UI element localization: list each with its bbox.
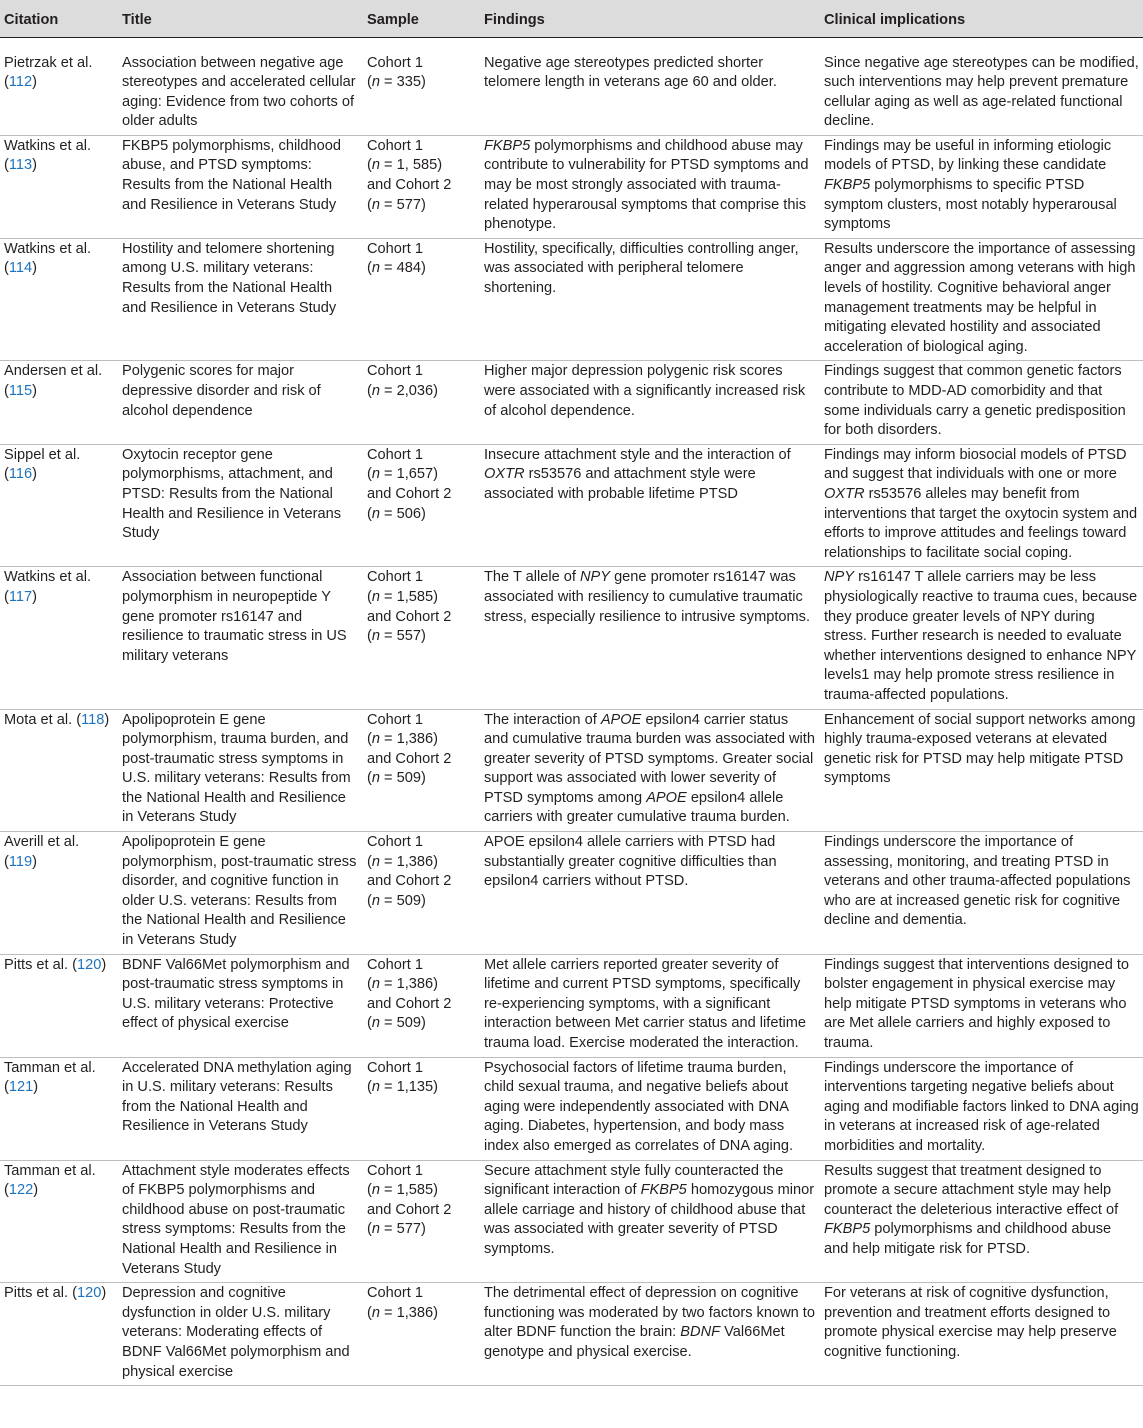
header-row — [0, 0, 1143, 37]
text-segment: Insecure attachment style and the interaction of — [484, 446, 791, 463]
citation-authors: Watkins et al. — [4, 569, 92, 586]
text-segment: Findings may inform biosocial models of PTSD and suggest that individuals with one or more — [824, 446, 1127, 483]
table-row — [0, 567, 1143, 709]
header-sample: Sample — [363, 0, 480, 37]
citation-authors: Pitts et al. — [4, 1285, 69, 1302]
text-segment: The T allele of — [484, 569, 580, 586]
text-segment: Findings underscore the importance of interventions targeting negative beliefs about aging and modifiable factors linked to DNA aging in veterans at increased risk of age-related morbidities and mortality. — [824, 1059, 1139, 1154]
cell-citation: Sippel et al. (116) — [0, 444, 118, 567]
sample-line: Cohort 1 — [367, 569, 423, 586]
citation-authors: Pietrzak et al. — [4, 54, 93, 71]
text-segment: Since negative age stereotypes can be modified, such interventions may help prevent premature cellular aging as well as age-related functional decline. — [824, 54, 1139, 130]
table-row — [0, 1283, 1143, 1386]
text-segment: epsilon4 allele carriers with greater cumulative trauma burden. — [484, 789, 790, 826]
reference-link[interactable]: 122 — [8, 1182, 34, 1199]
gene-name: FKBP5 — [484, 137, 531, 154]
table-row — [0, 709, 1143, 832]
sample-line: Cohort 1 — [367, 1059, 423, 1076]
sample-line: (n = 335) — [367, 74, 426, 91]
cell-findings — [480, 832, 820, 955]
cell-clinical-implications — [820, 832, 1143, 955]
cell-sample — [363, 709, 480, 832]
reference-link[interactable]: 115 — [8, 383, 33, 399]
table-body — [0, 37, 1143, 1386]
sample-line: (n = 1,386) — [367, 853, 439, 870]
sample-line: Cohort 1 — [367, 446, 423, 463]
sample-line: and Cohort 2 — [367, 995, 452, 1012]
cell-citation: Watkins et al. (113) — [0, 135, 118, 238]
gene-name: APOE — [646, 789, 687, 806]
cell-findings — [480, 567, 820, 709]
cell-sample — [363, 954, 480, 1057]
cell-clinical-implications — [820, 444, 1143, 567]
text-segment: Higher major depression polygenic risk scores were associated with a significantly increased risk of alcohol dependence. — [484, 363, 806, 419]
text-segment: Val66Met genotype and physical exercise. — [484, 1324, 785, 1360]
text-segment: Met allele carriers reported greater severity of lifetime and current PTSD symptoms, specifically re-experiencing symptoms, with a significant interaction between Met carrier status and lifetime trauma load. Exercise moderated the interaction. — [484, 956, 807, 1051]
sample-line: Cohort 1 — [367, 1285, 423, 1302]
gene-name: NPY — [824, 569, 855, 586]
text-segment: rs53576 alleles may benefit from interventions that target the oxytocin system and efforts to improve attitudes and feelings toward relationships to facilitate social coping. — [824, 485, 1138, 561]
text-segment: rs53576 and attachment style were associated with probable lifetime PTSD — [484, 466, 756, 502]
cell-title: Depression and cognitive dysfunction in older U.S. military veterans: Moderating effects of BDNF Val66Met polymorphism and physical exercise — [118, 1283, 363, 1386]
sample-line: and Cohort 2 — [367, 177, 452, 194]
text-segment: APOE epsilon4 allele carriers with PTSD had substantially greater cognitive difficulties than epsilon4 carriers without PTSD. — [484, 834, 777, 890]
cell-clinical-implications — [820, 135, 1143, 238]
cell-findings — [480, 1283, 820, 1386]
cell-findings — [480, 238, 820, 361]
header-title: Title — [118, 0, 363, 37]
sample-line: (n = 1,657) — [367, 466, 439, 483]
cell-citation: Andersen et al. (115) — [0, 361, 118, 444]
text-segment: homozygous minor allele carriage and history of childhood abuse that was associated with greater severity of PTSD symptoms. — [484, 1182, 815, 1257]
cell-title: Association between negative age stereotypes and accelerated cellular aging: Evidence from two cohorts of older adults — [118, 37, 363, 135]
cell-clinical-implications — [820, 567, 1143, 709]
reference-link[interactable]: 117 — [8, 588, 33, 605]
cell-sample — [363, 832, 480, 955]
text-segment: Enhancement of social support networks among highly trauma-exposed veterans at elevated genetic risk for PTSD may help mitigate PTSD symptoms — [824, 711, 1136, 787]
reference-link[interactable]: 121 — [8, 1079, 34, 1096]
sample-line: Cohort 1 — [367, 54, 423, 71]
cell-clinical-implications — [820, 37, 1143, 135]
reference-link[interactable]: 114 — [8, 260, 33, 277]
cell-citation: Pitts et al. (120) — [0, 954, 118, 1057]
sample-line: and Cohort 2 — [367, 485, 452, 502]
text-segment: Psychosocial factors of lifetime trauma burden, child sexual trauma, and negative beliefs about aging were independently associated with DNA aging. Diabetes, hypertension, and body mass index also emerged as correlates of DNA aging. — [484, 1059, 794, 1154]
sample-line: (n = 1,585) — [367, 588, 439, 605]
sample-line: and Cohort 2 — [367, 1201, 452, 1218]
table-row — [0, 135, 1143, 238]
sample-line: (n = 1,386) — [367, 1304, 439, 1321]
cell-findings — [480, 954, 820, 1057]
cell-title: Apolipoprotein E gene polymorphism, post-traumatic stress disorder, and cognitive function in older U.S. veterans: Results from the National Health and Resilience in Veterans Study — [118, 832, 363, 955]
sample-line: (n = 1,585) — [367, 1182, 439, 1199]
sample-line: (n = 577) — [367, 196, 426, 213]
cell-clinical-implications — [820, 954, 1143, 1057]
text-segment: Hostility, specifically, difficulties controlling anger, was associated with peripheral telomere shortening. — [484, 240, 799, 297]
gene-name: FKBP5 — [824, 177, 871, 194]
table-row — [0, 238, 1143, 361]
cell-title: Oxytocin receptor gene polymorphisms, attachment, and PTSD: Results from the National Health and Resilience in Veterans Study — [118, 444, 363, 567]
sample-line: Cohort 1 — [367, 137, 423, 154]
cell-findings — [480, 361, 820, 444]
text-segment: Results suggest that treatment designed to promote a secure attachment style may help counteract the deleterious interactive effect of — [824, 1162, 1119, 1218]
table-row — [0, 832, 1143, 955]
citation-authors: Tamman et al. — [4, 1162, 96, 1179]
cell-clinical-implications — [820, 361, 1143, 444]
cell-sample — [363, 444, 480, 567]
cell-citation: Pietrzak et al. (112) — [0, 37, 118, 135]
cell-findings — [480, 709, 820, 832]
reference-link[interactable]: 120 — [77, 956, 102, 973]
citation-authors: Sippel et al. — [4, 446, 81, 463]
text-segment: polymorphisms and childhood abuse and help mitigate risk for PTSD. — [824, 1221, 1112, 1257]
cell-title: FKBP5 polymorphisms, childhood abuse, and PTSD symptoms: Results from the National Health and Resilience in Veterans Study — [118, 135, 363, 238]
cell-findings — [480, 444, 820, 567]
citation-authors: Averill et al. — [4, 834, 80, 851]
text-segment: Findings underscore the importance of assessing, monitoring, and treating PTSD in veterans and other trauma-affected populations who are at increased genetic risk for cognitive decline and dementia. — [824, 834, 1131, 929]
citation-authors: Tamman et al. — [4, 1059, 96, 1076]
cell-sample — [363, 238, 480, 361]
text-segment: Findings may be useful in informing etiologic models of PTSD, by linking these candidate — [824, 137, 1112, 174]
cell-citation: Mota et al. (118) — [0, 709, 118, 832]
cell-citation: Averill et al. (119) — [0, 832, 118, 955]
cell-findings — [480, 1160, 820, 1283]
gene-name: FKBP5 — [824, 1221, 871, 1238]
table-header — [0, 0, 1143, 37]
text-segment: Results underscore the importance of assessing anger and aggression among veterans with high levels of hostility. Cognitive behavioral anger management treatments may be helpful in mitigating elevated hostility and associated acceleration of biological aging. — [824, 240, 1136, 355]
table-row — [0, 1160, 1143, 1283]
gene-name: BDNF — [680, 1324, 721, 1341]
cell-citation: Watkins et al. (114) — [0, 238, 118, 361]
cell-citation: Tamman et al. (121) — [0, 1057, 118, 1160]
sample-line: (n = 2,036) — [367, 383, 439, 399]
cell-sample — [363, 361, 480, 444]
cell-title: Polygenic scores for major depressive disorder and risk of alcohol dependence — [118, 361, 363, 444]
table-row — [0, 954, 1143, 1057]
gene-name: APOE — [600, 711, 642, 728]
sample-line: and Cohort 2 — [367, 873, 452, 890]
gene-name: NPY — [580, 569, 611, 586]
text-segment: The detrimental effect of depression on cognitive functioning was moderated by two factors known to alter BDNF function the brain: — [484, 1285, 815, 1341]
sample-line: Cohort 1 — [367, 834, 423, 851]
sample-line: (n = 577) — [367, 1221, 426, 1238]
cell-citation: Watkins et al. (117) — [0, 567, 118, 709]
cell-title: Association between functional polymorphism in neuropeptide Y gene promoter rs16147 and resilience to traumatic stress in US military veterans — [118, 567, 363, 709]
cell-citation: Pitts et al. (120) — [0, 1283, 118, 1386]
sample-line: (n = 1,386) — [367, 731, 439, 748]
table-row — [0, 37, 1143, 135]
sample-line: Cohort 1 — [367, 363, 423, 380]
cell-clinical-implications — [820, 709, 1143, 832]
cell-clinical-implications — [820, 1283, 1143, 1386]
sample-line: (n = 1,386) — [367, 976, 439, 993]
cell-sample — [363, 567, 480, 709]
sample-line: (n = 509) — [367, 892, 426, 909]
gene-name: OXTR — [484, 466, 525, 483]
text-segment: Secure attachment style fully counteracted the significant interaction of — [484, 1162, 784, 1199]
citation-authors: Andersen et al. — [4, 363, 103, 380]
cell-title: Apolipoprotein E gene polymorphism, trauma burden, and post-traumatic stress symptoms in U.S. military veterans: Results from the National Health and Resilience in Veterans Study — [118, 709, 363, 832]
citation-authors: Watkins et al. — [4, 240, 92, 257]
header-findings: Findings — [480, 0, 820, 37]
text-segment: The interaction of — [484, 711, 601, 728]
reference-link[interactable]: 118 — [81, 711, 105, 728]
text-segment: Findings suggest that interventions designed to bolster engagement in physical exercise may help mitigate PTSD symptoms in veterans who are Met allele carriers and highly exposed to trauma. — [824, 956, 1130, 1051]
sample-line: (n = 557) — [367, 628, 426, 645]
reference-link[interactable]: 112 — [8, 74, 33, 91]
header-clinical-implications: Clinical implications — [820, 0, 1143, 37]
cell-title: Hostility and telomere shortening among U.S. military veterans: Results from the National Health and Resilience in Veterans Study — [118, 238, 363, 361]
sample-line: and Cohort 2 — [367, 750, 452, 767]
sample-line: and Cohort 2 — [367, 608, 452, 625]
sample-line: Cohort 1 — [367, 240, 423, 257]
text-segment: rs16147 T allele carriers may be less physiologically reactive to trauma cues, because they produce greater levels of NPY during stress. Further research is needed to evaluate whether interventions designed to enhance NPY levels1 may help promote stress resilience in trauma-affected populations. — [824, 569, 1138, 703]
cell-findings — [480, 1057, 820, 1160]
sample-line: Cohort 1 — [367, 956, 423, 973]
citation-authors: Pitts et al. — [4, 956, 69, 973]
table-row — [0, 361, 1143, 444]
cell-clinical-implications — [820, 1057, 1143, 1160]
cell-sample — [363, 1283, 480, 1386]
gene-name: OXTR — [824, 485, 865, 502]
cell-title: Accelerated DNA methylation aging in U.S. military veterans: Results from the National Health and Resilience in Veterans Study — [118, 1057, 363, 1160]
citation-authors: Mota et al. — [4, 711, 73, 728]
table-row — [0, 1057, 1143, 1160]
sample-line: (n = 1, 585) — [367, 157, 443, 174]
cell-findings — [480, 37, 820, 135]
sample-line: (n = 484) — [367, 260, 426, 277]
cell-title: BDNF Val66Met polymorphism and post-traumatic stress symptoms in U.S. military veterans: Protective effect of physical exercise — [118, 954, 363, 1057]
cell-findings — [480, 135, 820, 238]
cell-sample — [363, 37, 480, 135]
table-row — [0, 444, 1143, 567]
text-segment: Negative age stereotypes predicted shorter telomere length in veterans age 60 and older. — [484, 54, 777, 91]
header-citation: Citation — [0, 0, 118, 37]
text-segment: Findings suggest that common genetic factors contribute to MDD-AD comorbidity and that some individuals carry a genetic predisposition for both disorders. — [824, 363, 1126, 439]
sample-line: (n = 506) — [367, 505, 426, 522]
cell-clinical-implications — [820, 238, 1143, 361]
reference-link[interactable]: 113 — [8, 157, 33, 174]
cell-sample — [363, 135, 480, 238]
cell-citation: Tamman et al. (122) — [0, 1160, 118, 1283]
sample-line: (n = 509) — [367, 1015, 426, 1032]
reference-link[interactable]: 119 — [8, 853, 33, 870]
cell-sample — [363, 1160, 480, 1283]
reference-link[interactable]: 116 — [8, 466, 33, 483]
sample-line: Cohort 1 — [367, 1162, 423, 1179]
text-segment: polymorphisms to specific PTSD symptom clusters, most notably hyperarousal symptoms — [824, 177, 1117, 233]
cell-title: Attachment style moderates effects of FKBP5 polymorphisms and childhood abuse on post-traumatic stress symptoms: Results from the National Health and Resilience in Veterans Study — [118, 1160, 363, 1283]
reference-link[interactable]: 120 — [77, 1285, 102, 1302]
sample-line: (n = 1,135) — [367, 1079, 439, 1096]
text-segment: gene promoter rs16147 was associated with resiliency to cumulative traumatic stress, especially resilience to intrusive symptoms. — [484, 569, 811, 625]
text-segment: For veterans at risk of cognitive dysfunction, prevention and treatment efforts designed to promote physical exercise may help preserve cognitive functioning. — [824, 1285, 1117, 1360]
sample-line: (n = 509) — [367, 770, 426, 787]
cell-clinical-implications — [820, 1160, 1143, 1283]
gene-name: FKBP5 — [640, 1182, 687, 1199]
citation-authors: Watkins et al. — [4, 137, 92, 154]
sample-line: Cohort 1 — [367, 711, 423, 728]
text-segment: polymorphisms and childhood abuse may contribute to vulnerability for PTSD symptoms and may be most strongly associated with trauma-related hyperarousal symptoms that comprise this phenotype. — [484, 137, 809, 233]
cell-sample — [363, 1057, 480, 1160]
text-segment: epsilon4 carrier status and cumulative trauma burden was associated with greater severity of PTSD symptoms. Greater social support was associated with lower severity of PTSD symptoms among — [484, 711, 815, 806]
